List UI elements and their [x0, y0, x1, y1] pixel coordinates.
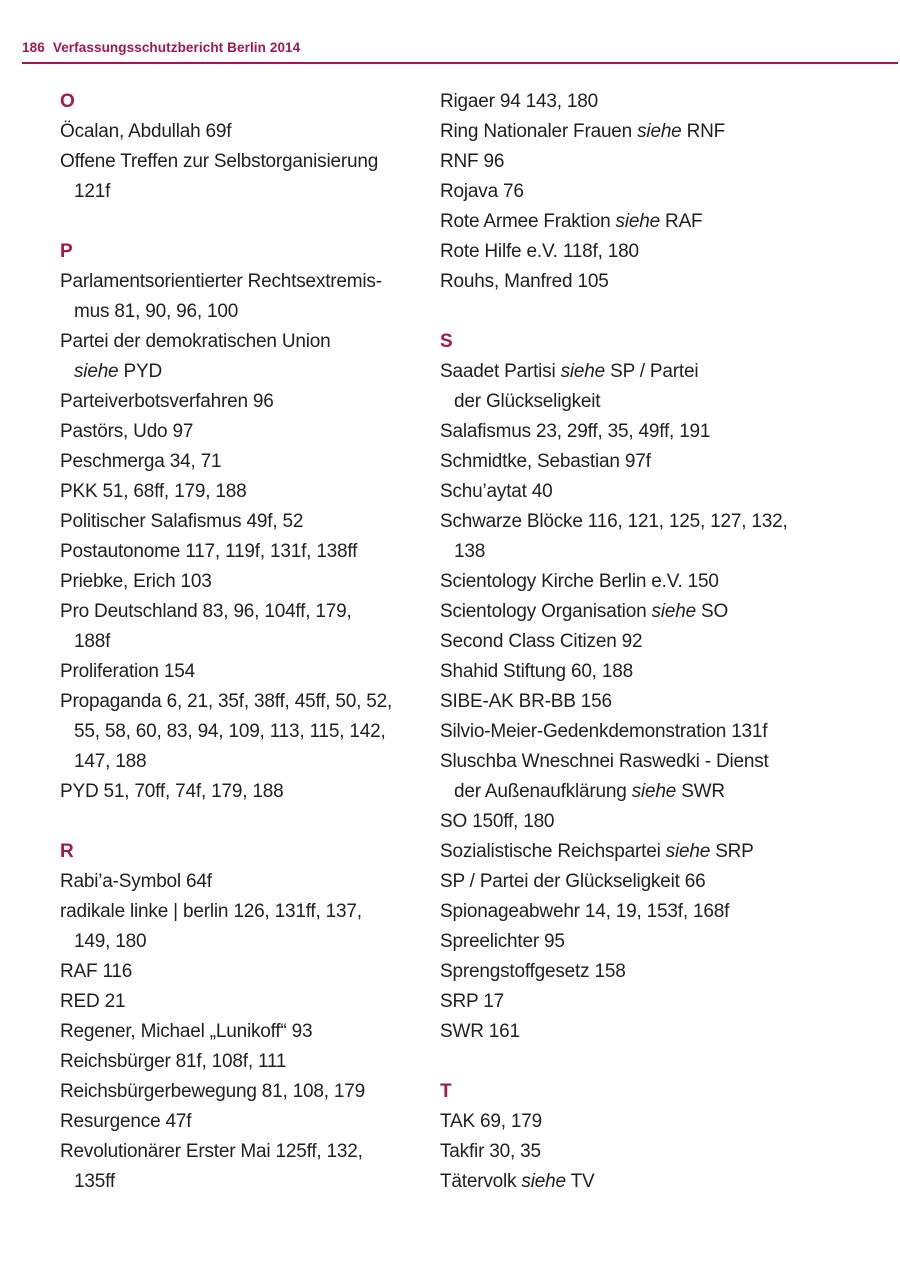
- entry-text: Rote Armee Fraktion: [440, 211, 616, 232]
- see-reference: siehe: [637, 121, 682, 142]
- index-entry: [440, 597, 880, 627]
- see-reference: siehe: [665, 841, 711, 862]
- see-reference: siehe: [651, 601, 696, 622]
- index-entry: Regener, Michael „Lunikoff“ 93: [60, 1021, 313, 1042]
- index-entry: Proliferation 154: [60, 661, 195, 682]
- index-entry: Salafismus 23, 29ff, 35, 49ff, 191: [440, 421, 711, 442]
- page-number: 186: [22, 40, 45, 55]
- index-entry: SWR 161: [440, 1021, 520, 1042]
- index-entry: Schwarze Blöcke 116, 121, 125, 127, 132,: [440, 511, 788, 532]
- entry-text: Sozialistische Reichspartei: [440, 841, 666, 862]
- see-reference: siehe: [521, 1171, 566, 1192]
- index-entry: Shahid Stiftung 60, 188: [440, 661, 633, 682]
- see-target: SWR: [676, 781, 725, 802]
- index-entry: SRP 17: [440, 991, 504, 1012]
- index-entry: Sprengstoffgesetz 158: [440, 961, 626, 982]
- index-letter-heading: S: [440, 331, 453, 352]
- header-rule: [22, 62, 898, 64]
- section-gap: [60, 807, 410, 837]
- index-entry: Rigaer 94 143, 180: [440, 91, 599, 112]
- index-entry: Second Class Citizen 92: [440, 631, 643, 652]
- index-entry: Sluschba Wneschnei Raswedki - Dienst: [440, 751, 769, 772]
- index-entry: Reichsbürger 81f, 108f, 111: [60, 1051, 287, 1072]
- index-entry: Offene Treffen zur Selbstorganisierung: [60, 151, 379, 172]
- index-entry: Propaganda 6, 21, 35f, 38ff, 45ff, 50, 52,: [60, 691, 393, 712]
- index-column-right: [440, 87, 880, 1197]
- index-entry: Spreelichter 95: [440, 931, 565, 952]
- index-entry: Peschmerga 34, 71: [60, 451, 222, 472]
- index-entry: Resurgence 47f: [60, 1111, 192, 1132]
- index-entry: TAK 69, 179: [440, 1111, 543, 1132]
- see-reference: siehe: [74, 361, 119, 382]
- index-letter-heading: R: [60, 841, 74, 862]
- see-target: RNF: [681, 121, 726, 142]
- index-entry-continuation: 121f: [74, 181, 111, 202]
- index-entry: Schmidtke, Sebastian 97f: [440, 451, 651, 472]
- index-entry: SIBE-AK BR-BB 156: [440, 691, 612, 712]
- entry-text: der Außenaufklärung: [454, 781, 632, 802]
- index-entry-continuation: mus 81, 90, 96, 100: [74, 301, 239, 322]
- index-entry: Politischer Salafismus 49f, 52: [60, 511, 304, 532]
- index-entry: [440, 207, 880, 237]
- index-entry: Parteiverbotsverfahren 96: [60, 391, 274, 412]
- index-entry: [440, 1167, 880, 1197]
- see-reference: siehe: [631, 781, 677, 802]
- entry-text: Tätervolk: [440, 1171, 522, 1192]
- index-entry: radikale linke | berlin 126, 131ff, 137,: [60, 901, 362, 922]
- index-column-left: [60, 87, 410, 1197]
- entry-text: Saadet Partisi: [440, 361, 561, 382]
- index-entry: SP / Partei der Glückseligkeit 66: [440, 871, 706, 892]
- index-entry-continuation: 135ff: [74, 1171, 115, 1192]
- index-entry: Revolutionärer Erster Mai 125ff, 132,: [60, 1141, 363, 1162]
- see-target: SP / Partei: [605, 361, 699, 382]
- index-entry-continuation: 149, 180: [74, 931, 147, 952]
- index-entry-continuation: 55, 58, 60, 83, 94, 109, 113, 115, 142,: [74, 721, 386, 742]
- index-entry: Pastörs, Udo 97: [60, 421, 194, 442]
- section-gap: [60, 207, 410, 237]
- index-entry: Rote Hilfe e.V. 118f, 180: [440, 241, 639, 262]
- index-entry: RED 21: [60, 991, 126, 1012]
- index-entry: [440, 357, 880, 387]
- index-entry-continuation: 138: [454, 541, 486, 562]
- index-entry: Öcalan, Abdullah 69f: [60, 121, 232, 142]
- index-entry: Scientology Kirche Berlin e.V. 150: [440, 571, 719, 592]
- index-entry: Parlamentsorientierter Rechtsextremis-: [60, 271, 382, 292]
- index-entry: SO 150ff, 180: [440, 811, 555, 832]
- index-entry: Schu’aytat 40: [440, 481, 553, 502]
- entry-text: PYD: [118, 361, 162, 382]
- index-entry-continuation: [440, 777, 880, 807]
- index-entry: Pro Deutschland 83, 96, 104ff, 179,: [60, 601, 352, 622]
- index-entry-continuation: [60, 357, 410, 387]
- index-entry: Spionageabwehr 14, 19, 153f, 168f: [440, 901, 730, 922]
- index-entry: Priebke, Erich 103: [60, 571, 212, 592]
- entry-text: Ring Nationaler Frauen: [440, 121, 638, 142]
- see-reference: siehe: [560, 361, 606, 382]
- index-entry: RAF 116: [60, 961, 133, 982]
- index-entry: Silvio-Meier-Gedenkdemonstration 131f: [440, 721, 768, 742]
- index-entry: Takfir 30, 35: [440, 1141, 541, 1162]
- running-header: [22, 40, 300, 55]
- index-letter-heading: O: [60, 91, 75, 112]
- index-letter-heading: P: [60, 241, 73, 262]
- index-entry: [440, 837, 880, 867]
- index-entry: Reichsbürgerbewegung 81, 108, 179: [60, 1081, 366, 1102]
- index-entry: Rouhs, Manfred 105: [440, 271, 609, 292]
- see-target: RAF: [659, 211, 703, 232]
- index-entry-continuation: 188f: [74, 631, 111, 652]
- index-entry: Rojava 76: [440, 181, 524, 202]
- see-target: TV: [565, 1171, 595, 1192]
- section-gap: [440, 1047, 880, 1077]
- index-entry: PYD 51, 70ff, 74f, 179, 188: [60, 781, 284, 802]
- index-entry: RNF 96: [440, 151, 505, 172]
- index-entry: PKK 51, 68ff, 179, 188: [60, 481, 247, 502]
- index-entry-continuation: 147, 188: [74, 751, 147, 772]
- index-entry: Partei der demokratischen Union: [60, 331, 331, 352]
- document-title: Verfassungsschutzbericht Berlin 2014: [52, 40, 301, 55]
- index-letter-heading: T: [440, 1081, 452, 1102]
- index-entry: [440, 117, 880, 147]
- index-entry: Rabi’a-Symbol 64f: [60, 871, 212, 892]
- index-entry-continuation: der Glückseligkeit: [454, 391, 601, 412]
- see-target: SO: [695, 601, 729, 622]
- section-gap: [440, 297, 880, 327]
- entry-text: Scientology Organisation: [440, 601, 652, 622]
- see-reference: siehe: [615, 211, 660, 232]
- index-entry: Postautonome 117, 119f, 131f, 138ff: [60, 541, 358, 562]
- see-target: SRP: [710, 841, 754, 862]
